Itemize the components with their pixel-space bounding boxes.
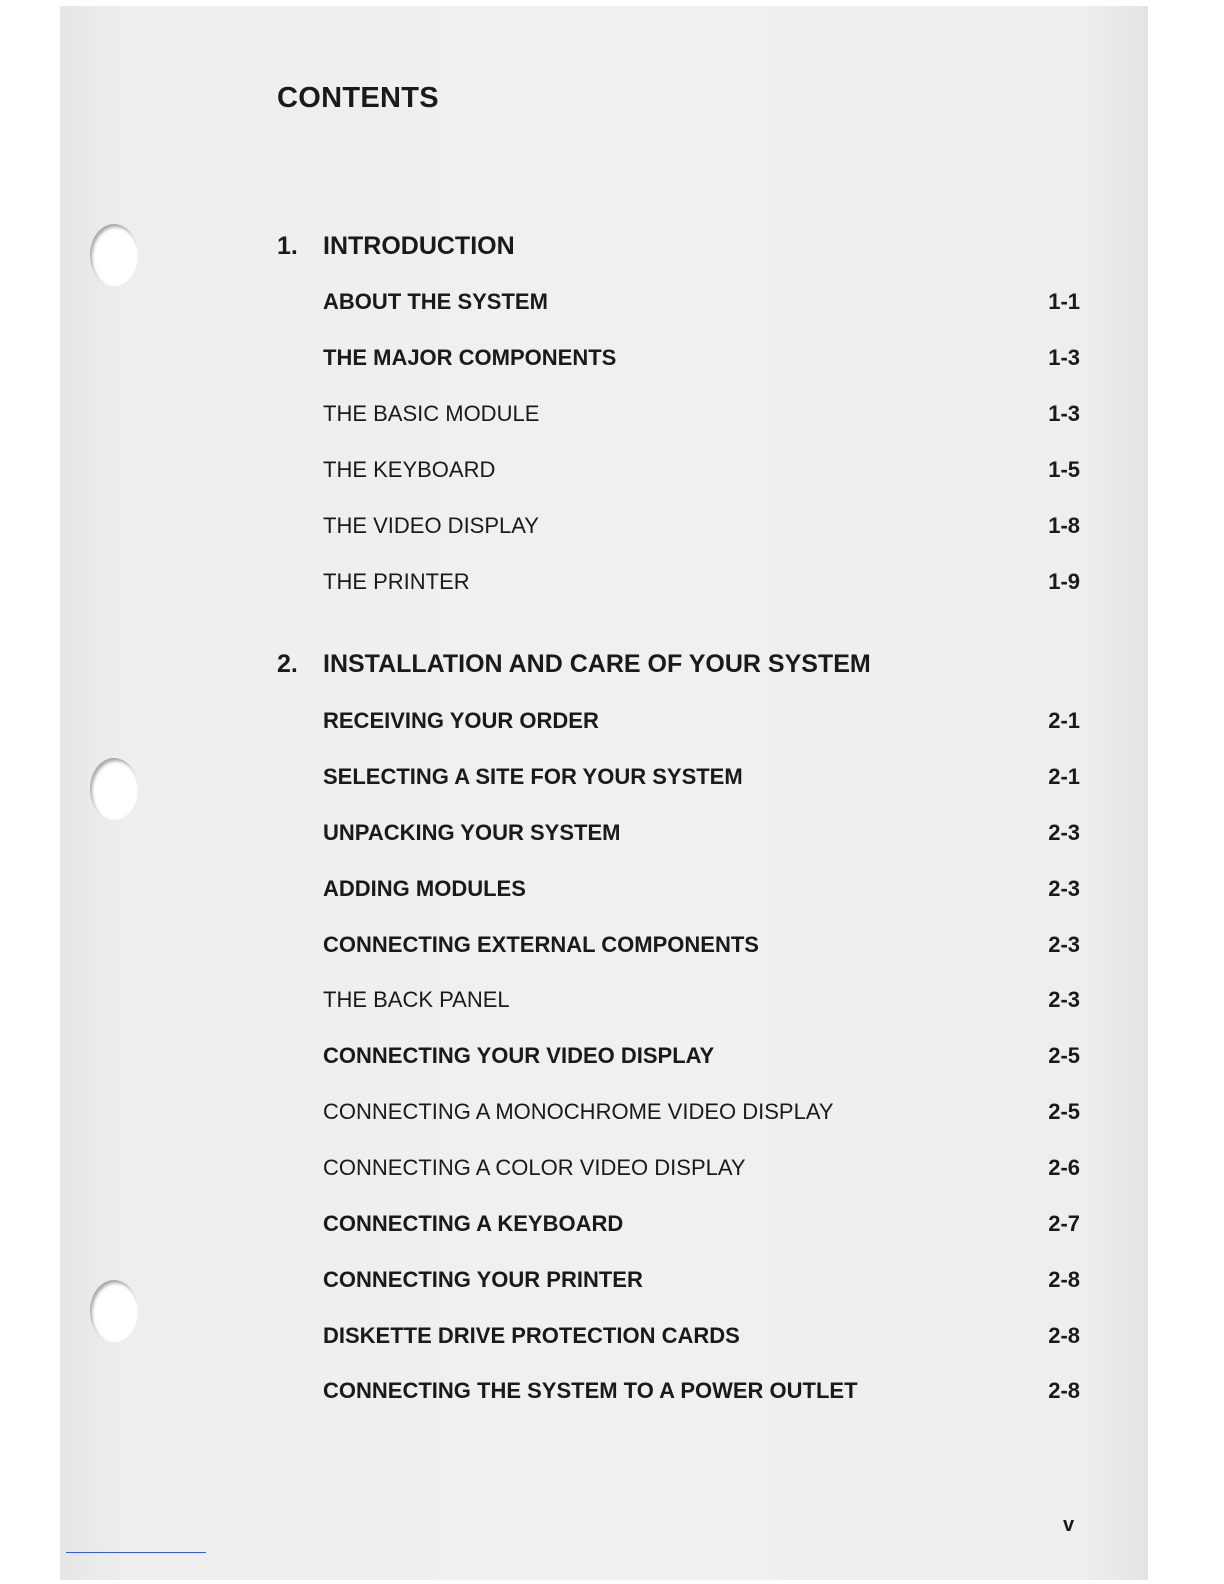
toc-entry — [323, 1043, 1080, 1073]
toc-entry-label: CONNECTING A COLOR VIDEO DISPLAY — [323, 1155, 746, 1180]
toc-entry — [323, 1378, 1080, 1408]
toc-entry-label: CONNECTING YOUR PRINTER — [323, 1267, 643, 1292]
toc-entry-page: 1-9 — [1048, 569, 1080, 594]
toc-entry-page: 2-1 — [1048, 708, 1080, 733]
toc-entry-page: 1-1 — [1048, 289, 1080, 314]
toc-entry-page: 2-7 — [1048, 1211, 1080, 1236]
toc-entry-page: 2-5 — [1048, 1099, 1080, 1124]
toc-entry-label: THE MAJOR COMPONENTS — [323, 345, 617, 370]
toc-entry-page: 2-1 — [1048, 764, 1080, 789]
toc-entry-page: 2-3 — [1048, 876, 1080, 901]
toc-entry-label: THE KEYBOARD — [323, 457, 496, 482]
toc-entry-page: 2-3 — [1048, 820, 1080, 845]
section-heading — [277, 232, 515, 261]
section-number: 2. — [277, 650, 298, 678]
page-title: CONTENTS — [277, 82, 439, 114]
toc-entry-page: 2-8 — [1048, 1267, 1080, 1292]
toc-entry-label: THE BACK PANEL — [323, 987, 510, 1012]
toc-entry — [323, 1099, 1080, 1129]
toc-entry-page: 2-3 — [1048, 987, 1080, 1012]
toc-entry — [323, 987, 1080, 1017]
toc-entry — [323, 820, 1080, 850]
toc-entry-label: CONNECTING EXTERNAL COMPONENTS — [323, 932, 759, 957]
scan-edge-line — [66, 1552, 206, 1553]
toc-entry-label: ABOUT THE SYSTEM — [323, 289, 548, 314]
toc-entry-page: 2-5 — [1048, 1043, 1080, 1068]
binder-hole — [90, 758, 138, 820]
section-heading — [277, 650, 871, 679]
section-number: 1. — [277, 232, 298, 260]
toc-entry — [323, 289, 1080, 319]
toc-entry-page: 2-8 — [1048, 1323, 1080, 1348]
toc-entry — [323, 932, 1080, 962]
toc-entry-page: 2-6 — [1048, 1155, 1080, 1180]
toc-entry — [323, 1155, 1080, 1185]
binder-hole — [90, 224, 138, 286]
section-title: INSTALLATION AND CARE OF YOUR SYSTEM — [323, 650, 871, 678]
toc-entry — [323, 708, 1080, 738]
toc-entry-label: THE VIDEO DISPLAY — [323, 513, 539, 538]
section-title: INTRODUCTION — [323, 232, 515, 260]
toc-entry-label: ADDING MODULES — [323, 876, 526, 901]
binder-hole — [90, 1280, 138, 1342]
toc-entry-label: CONNECTING A MONOCHROME VIDEO DISPLAY — [323, 1099, 834, 1124]
toc-entry — [323, 513, 1080, 543]
toc-entry — [323, 1323, 1080, 1353]
toc-entry — [323, 345, 1080, 375]
toc-entry — [323, 764, 1080, 794]
toc-entry-label: CONNECTING YOUR VIDEO DISPLAY — [323, 1043, 715, 1068]
toc-entry — [323, 457, 1080, 487]
toc-entry-label: RECEIVING YOUR ORDER — [323, 708, 599, 733]
toc-entry-page: 1-8 — [1048, 513, 1080, 538]
toc-entry-label: DISKETTE DRIVE PROTECTION CARDS — [323, 1323, 740, 1348]
toc-entry-label: THE BASIC MODULE — [323, 401, 540, 426]
toc-entry — [323, 1211, 1080, 1241]
toc-entry-label: CONNECTING THE SYSTEM TO A POWER OUTLET — [323, 1378, 858, 1403]
toc-entry-label: SELECTING A SITE FOR YOUR SYSTEM — [323, 764, 743, 789]
page-number: v — [1063, 1514, 1075, 1536]
toc-entry-page: 1-3 — [1048, 401, 1080, 426]
toc-entry — [323, 876, 1080, 906]
toc-entry-label: CONNECTING A KEYBOARD — [323, 1211, 624, 1236]
toc-entry-page: 2-8 — [1048, 1378, 1080, 1403]
toc-entry-page: 2-3 — [1048, 932, 1080, 957]
toc-entry — [323, 569, 1080, 599]
toc-entry-label: UNPACKING YOUR SYSTEM — [323, 820, 621, 845]
document-page — [60, 6, 1148, 1580]
toc-entry-page: 1-3 — [1048, 345, 1080, 370]
toc-entry-page: 1-5 — [1048, 457, 1080, 482]
toc-entry — [323, 1267, 1080, 1297]
toc-entry — [323, 401, 1080, 431]
toc-entry-label: THE PRINTER — [323, 569, 470, 594]
